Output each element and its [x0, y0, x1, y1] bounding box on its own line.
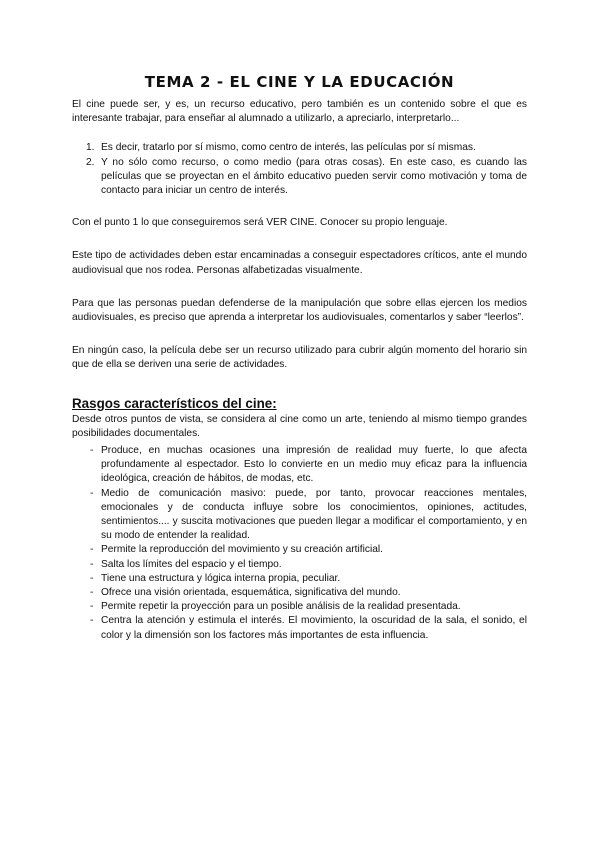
- list-item-text: Permite la reproducción del movimiento y su creación artificial.: [101, 544, 383, 556]
- list-item: [72, 543, 527, 557]
- list-item-text: Centra la atención y estimula el interés. El movimiento, la oscuridad de la sala, el sonido, el color y la dimensión son los factores más importantes de esta influencia.: [101, 615, 527, 641]
- dash-bullet: -: [90, 544, 94, 556]
- list-item: [72, 586, 527, 600]
- list-item-text: Medio de comunicación masivo: puede, por tanto, provocar reacciones mentales, emocionales y de conducta influye sobre los conocimientos, opiniones, actitudes, sentimientos.... y suscita motivaciones que pueden llegar a modificar el comportamiento, y en su modo de entender la realidad.: [101, 487, 527, 542]
- list-item: [72, 444, 527, 487]
- list-number: 1.: [86, 142, 95, 154]
- paragraph-manipulacion: Para que las personas puedan defenderse de la manipulación que sobre ellas ejercen los medios audiovisuales, es preciso que aprenda a interpretar los audiovisuales, comentarlos y saber “leerlos”.: [72, 297, 527, 324]
- dash-bullet: -: [90, 445, 94, 457]
- paragraph-espectadores-criticos: Este tipo de actividades deben estar encaminadas a conseguir espectadores críticos, ante el mundo audiovisual que nos rodea. Personas alfabetizadas visualmente.: [72, 250, 527, 276]
- dash-bullet: -: [90, 587, 94, 599]
- paragraph-ver-cine: Con el punto 1 lo que conseguiremos será VER CINE. Conocer su propio lenguaje.: [72, 217, 448, 229]
- list-item-text: Y no sólo como recurso, o como medio (para otras cosas). En este caso, es cuando las películas que se proyectan en el ámbito educativo pueden servir como motivación y toma de contacto para iniciar un centro de interés.: [101, 156, 527, 197]
- characteristics-list: [72, 444, 527, 643]
- list-item: [72, 572, 527, 586]
- dash-bullet: -: [90, 572, 94, 584]
- paragraph-ningun-caso: En ningún caso, la película debe ser un recurso utilizado para cubrir algún momento del horario sin que de ella se deriven una serie de actividades.: [72, 345, 527, 371]
- section-heading: Rasgos característicos del cine:: [72, 395, 277, 411]
- list-item-text: Produce, en muchas ocasiones una impresión de realidad muy fuerte, lo que afecta profundamente al espectador. Esto lo convierte en un medio muy eficaz para la influencia ideológica, creación de hábitos, de modas, etc.: [101, 445, 527, 485]
- section-intro-paragraph: Desde otros puntos de vista, se considera al cine como un arte, teniendo al mismo tiempo grandes posibilidades documentales.: [72, 413, 527, 439]
- intro-paragraph: El cine puede ser, y es, un recurso educativo, pero también es un contenido sobre el que es interesante trabajar, para enseñar al alumnado a utilizarlo, a apreciarlo, interpretarlo...: [72, 99, 527, 125]
- list-item-text: Salta los límites del espacio y el tiempo.: [101, 558, 282, 570]
- numbered-list-item: [72, 156, 527, 199]
- list-item-text: Permite repetir la proyección para un posible análisis de la realidad presentada.: [101, 601, 461, 613]
- dash-bullet: -: [90, 615, 94, 627]
- list-item: [72, 487, 527, 544]
- numbered-list: [72, 141, 527, 198]
- list-number: 2.: [86, 156, 95, 168]
- dash-bullet: -: [90, 601, 94, 613]
- numbered-list-item: [72, 141, 527, 155]
- dash-bullet: -: [90, 558, 94, 570]
- list-item-text: Es decir, tratarlo por sí mismo, como centro de interés, las películas por sí mismas.: [101, 142, 476, 154]
- list-item: [72, 614, 527, 642]
- list-item: [72, 558, 527, 572]
- document-title: TEMA 2 - EL CINE Y LA EDUCACIÓN: [144, 73, 455, 91]
- list-item-text: Tiene una estructura y lógica interna propia, peculiar.: [101, 572, 341, 584]
- list-item-text: Ofrece una visión orientada, esquemática, significativa del mundo.: [101, 587, 401, 599]
- list-item: [72, 600, 527, 614]
- dash-bullet: -: [90, 487, 94, 499]
- document-page: [72, 72, 527, 643]
